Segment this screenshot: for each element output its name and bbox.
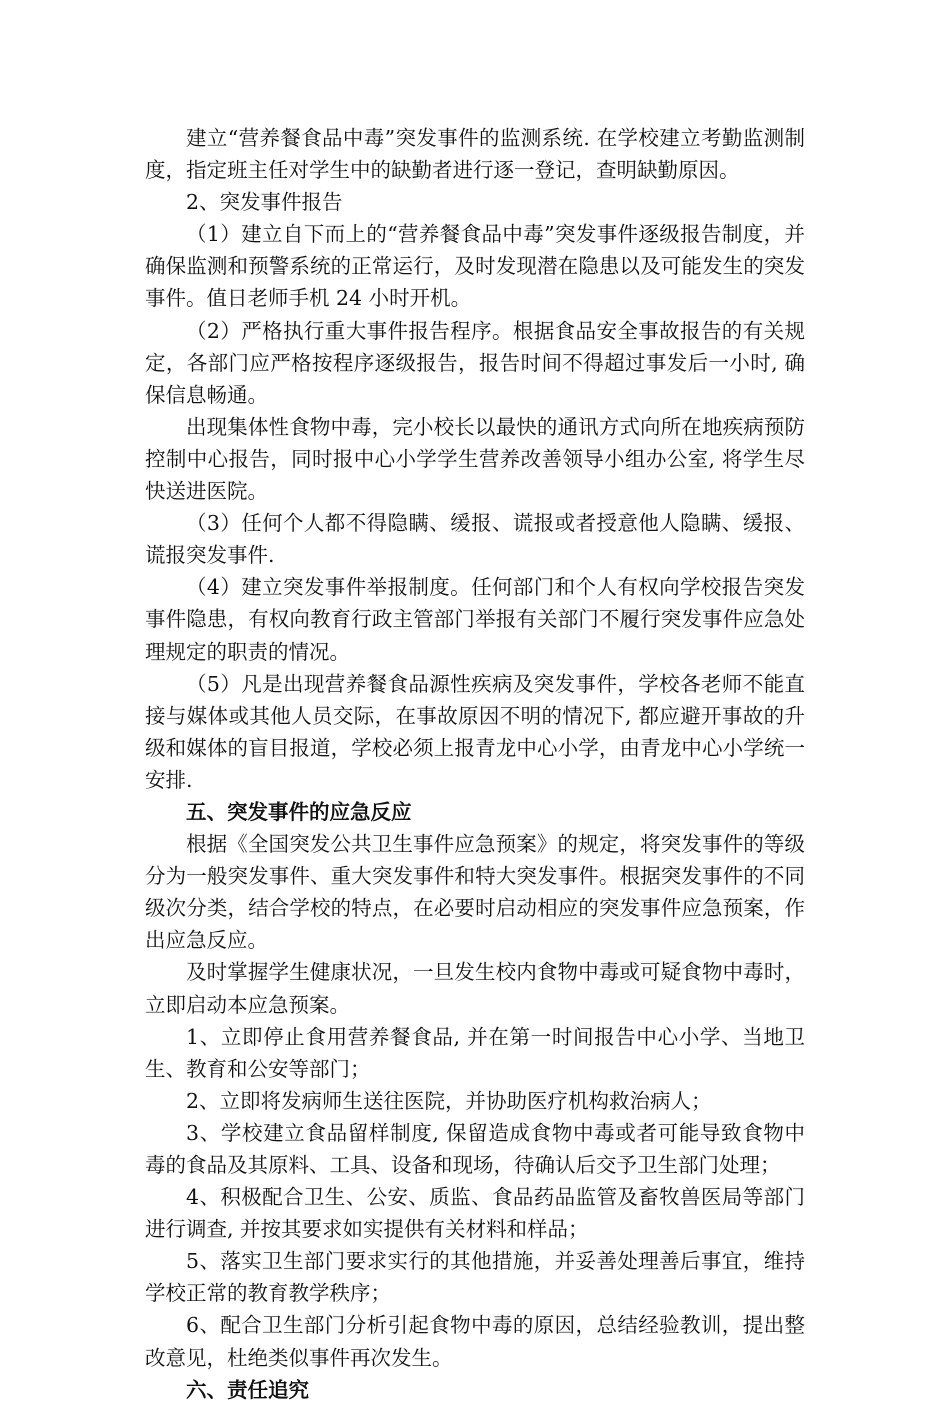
paragraph-report-1: （1）建立自下而上的“营养餐食品中毒”突发事件逐级报告制度，并确保监测和预警系统的正常运行，及时发现潜在隐患以及可能发生的突发事件。值日老师手机 24 小时开机。: [145, 222, 805, 311]
paragraph-report-4: （4）建立突发事件举报制度。任何部门和个人有权向学校报告突发事件隐患，有权向教育行政主管部门举报有关部门不履行突发事件应急处理规定的职责的情况。: [145, 575, 805, 664]
list-item-step-6: 6、配合卫生部门分析引起食物中毒的原因，总结经验教训，提出整改意见，杜绝类似事件再次发生。: [145, 1313, 805, 1370]
paragraph-report-5: （5）凡是出现营养餐食品源性疾病及突发事件，学校各老师不能直接与媒体或其他人员交际，在事故原因不明的情况下, 都应避开事故的升级和媒体的盲目报道，学校必须上报青龙中心小学，由青龙中心小学统一安排.: [145, 671, 805, 792]
list-item-step-1: 1、立即停止食用营养餐食品, 并在第一时间报告中心小学、当地卫生、教育和公安等部门；: [145, 1024, 805, 1081]
section-heading-emergency-response: 五、突发事件的应急反应: [186, 799, 412, 824]
list-item-step-2: 2、立即将发病师生送往医院，并协助医疗机构救治病人；: [186, 1088, 712, 1113]
paragraph-report-3: （3）任何个人都不得隐瞒、缓报、谎报或者授意他人隐瞒、缓报、谎报突发事件.: [145, 511, 805, 568]
document-page: [145, 122, 805, 1406]
paragraph-health-status: 及时掌握学生健康状况，一旦发生校内食物中毒或可疑食物中毒时，立即启动本应急预案。: [145, 960, 805, 1017]
section-heading-accountability: 六、责任追究: [186, 1377, 309, 1402]
list-item-step-3: 3、学校建立食品留样制度, 保留造成食物中毒或者可能导致食物中毒的食品及其原料、工具、设备和现场，待确认后交予卫生部门处理；: [145, 1120, 805, 1177]
heading-incident-report: 2、突发事件报告: [186, 190, 343, 215]
list-item-step-4: 4、积极配合卫生、公安、质监、食品药品监管及畜牧兽医局等部门进行调查, 并按其要求如实提供有关材料和样品；: [145, 1185, 805, 1242]
list-item-step-5: 5、落实卫生部门要求实行的其他措施，并妥善处理善后事宜，维持学校正常的教育教学秩序；: [145, 1249, 805, 1306]
paragraph-emergency-plan: 根据《全国突发公共卫生事件应急预案》的规定，将突发事件的等级分为一般突发事件、重大突发事件和特大突发事件。根据突发事件的不同级次分类，结合学校的特点，在必要时启动相应的突发事件应急预案，作出应急反应。: [145, 832, 805, 953]
paragraph-report-2: （2）严格执行重大事件报告程序。根据食品安全事故报告的有关规定，各部门应严格按程序逐级报告，报告时间不得超过事发后一小时, 确保信息畅通。: [145, 318, 805, 407]
paragraph-collective-poisoning: 出现集体性食物中毒，完小校长以最快的通讯方式向所在地疾病预防控制中心报告，同时报中心小学学生营养改善领导小组办公室, 将学生尽快送进医院。: [145, 414, 805, 504]
paragraph-monitoring: 建立“营养餐食品中毒”突发事件的监测系统. 在学校建立考勤监测制度，指定班主任对学生中的缺勤者进行逐一登记，查明缺勤原因。: [145, 126, 805, 183]
